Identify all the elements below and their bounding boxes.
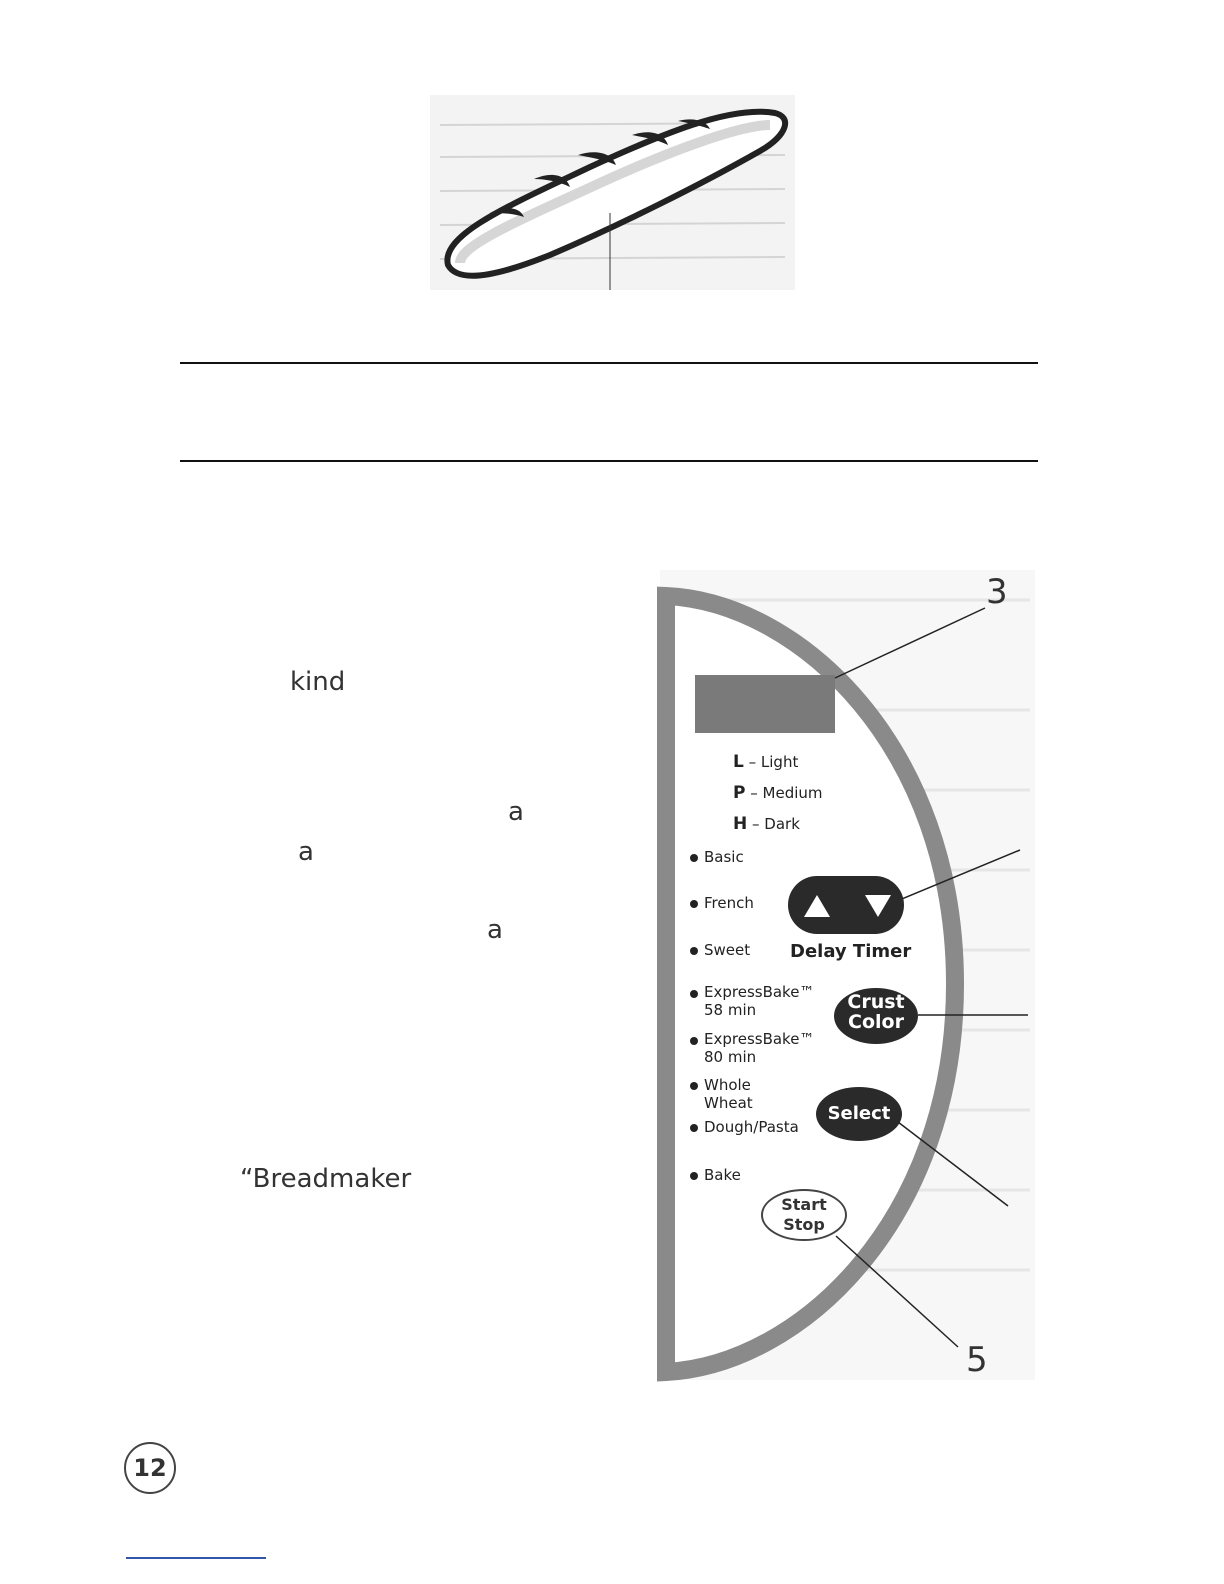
program-bake: Bake [704,1166,741,1184]
text-fragment-a: a [298,837,314,867]
lcd-display [695,675,835,733]
program-french: French [704,894,754,912]
program-expressbake-80: ExpressBake™ 80 min [704,1030,815,1066]
bottom-rule [180,460,1038,462]
program-sweet: Sweet [704,941,751,959]
program-whole-wheat: Whole Wheat [704,1076,753,1112]
text-fragment-breadmaker: “Breadmaker [240,1164,412,1194]
delay-timer-label: Delay Timer [790,941,912,962]
control-panel-diagram [640,560,1040,1390]
top-rule [180,362,1038,364]
footer-link-line [126,1557,266,1559]
text-fragment-a: a [487,915,503,945]
crust-level-dark: H – Dark [733,814,800,834]
crust-level-light: L – Light [733,752,799,772]
delay-timer-button [788,876,904,934]
callout-number-5: 5 [966,1340,988,1380]
crust-color-label[interactable]: Crust Color [847,991,905,1033]
crust-level-medium: P – Medium [733,783,823,803]
start-stop-label[interactable]: Start Stop [781,1195,827,1234]
callout-number-3: 3 [986,572,1008,612]
text-fragment-kind: kind [290,667,346,697]
program-basic: Basic [704,848,744,866]
program-expressbake-58: ExpressBake™ 58 min [704,983,815,1019]
baguette-illustration [430,95,795,295]
program-dough-pasta: Dough/Pasta [704,1118,799,1136]
page-number: 12 [124,1442,176,1494]
text-fragment-a: a [508,797,524,827]
select-label[interactable]: Select [827,1103,891,1124]
